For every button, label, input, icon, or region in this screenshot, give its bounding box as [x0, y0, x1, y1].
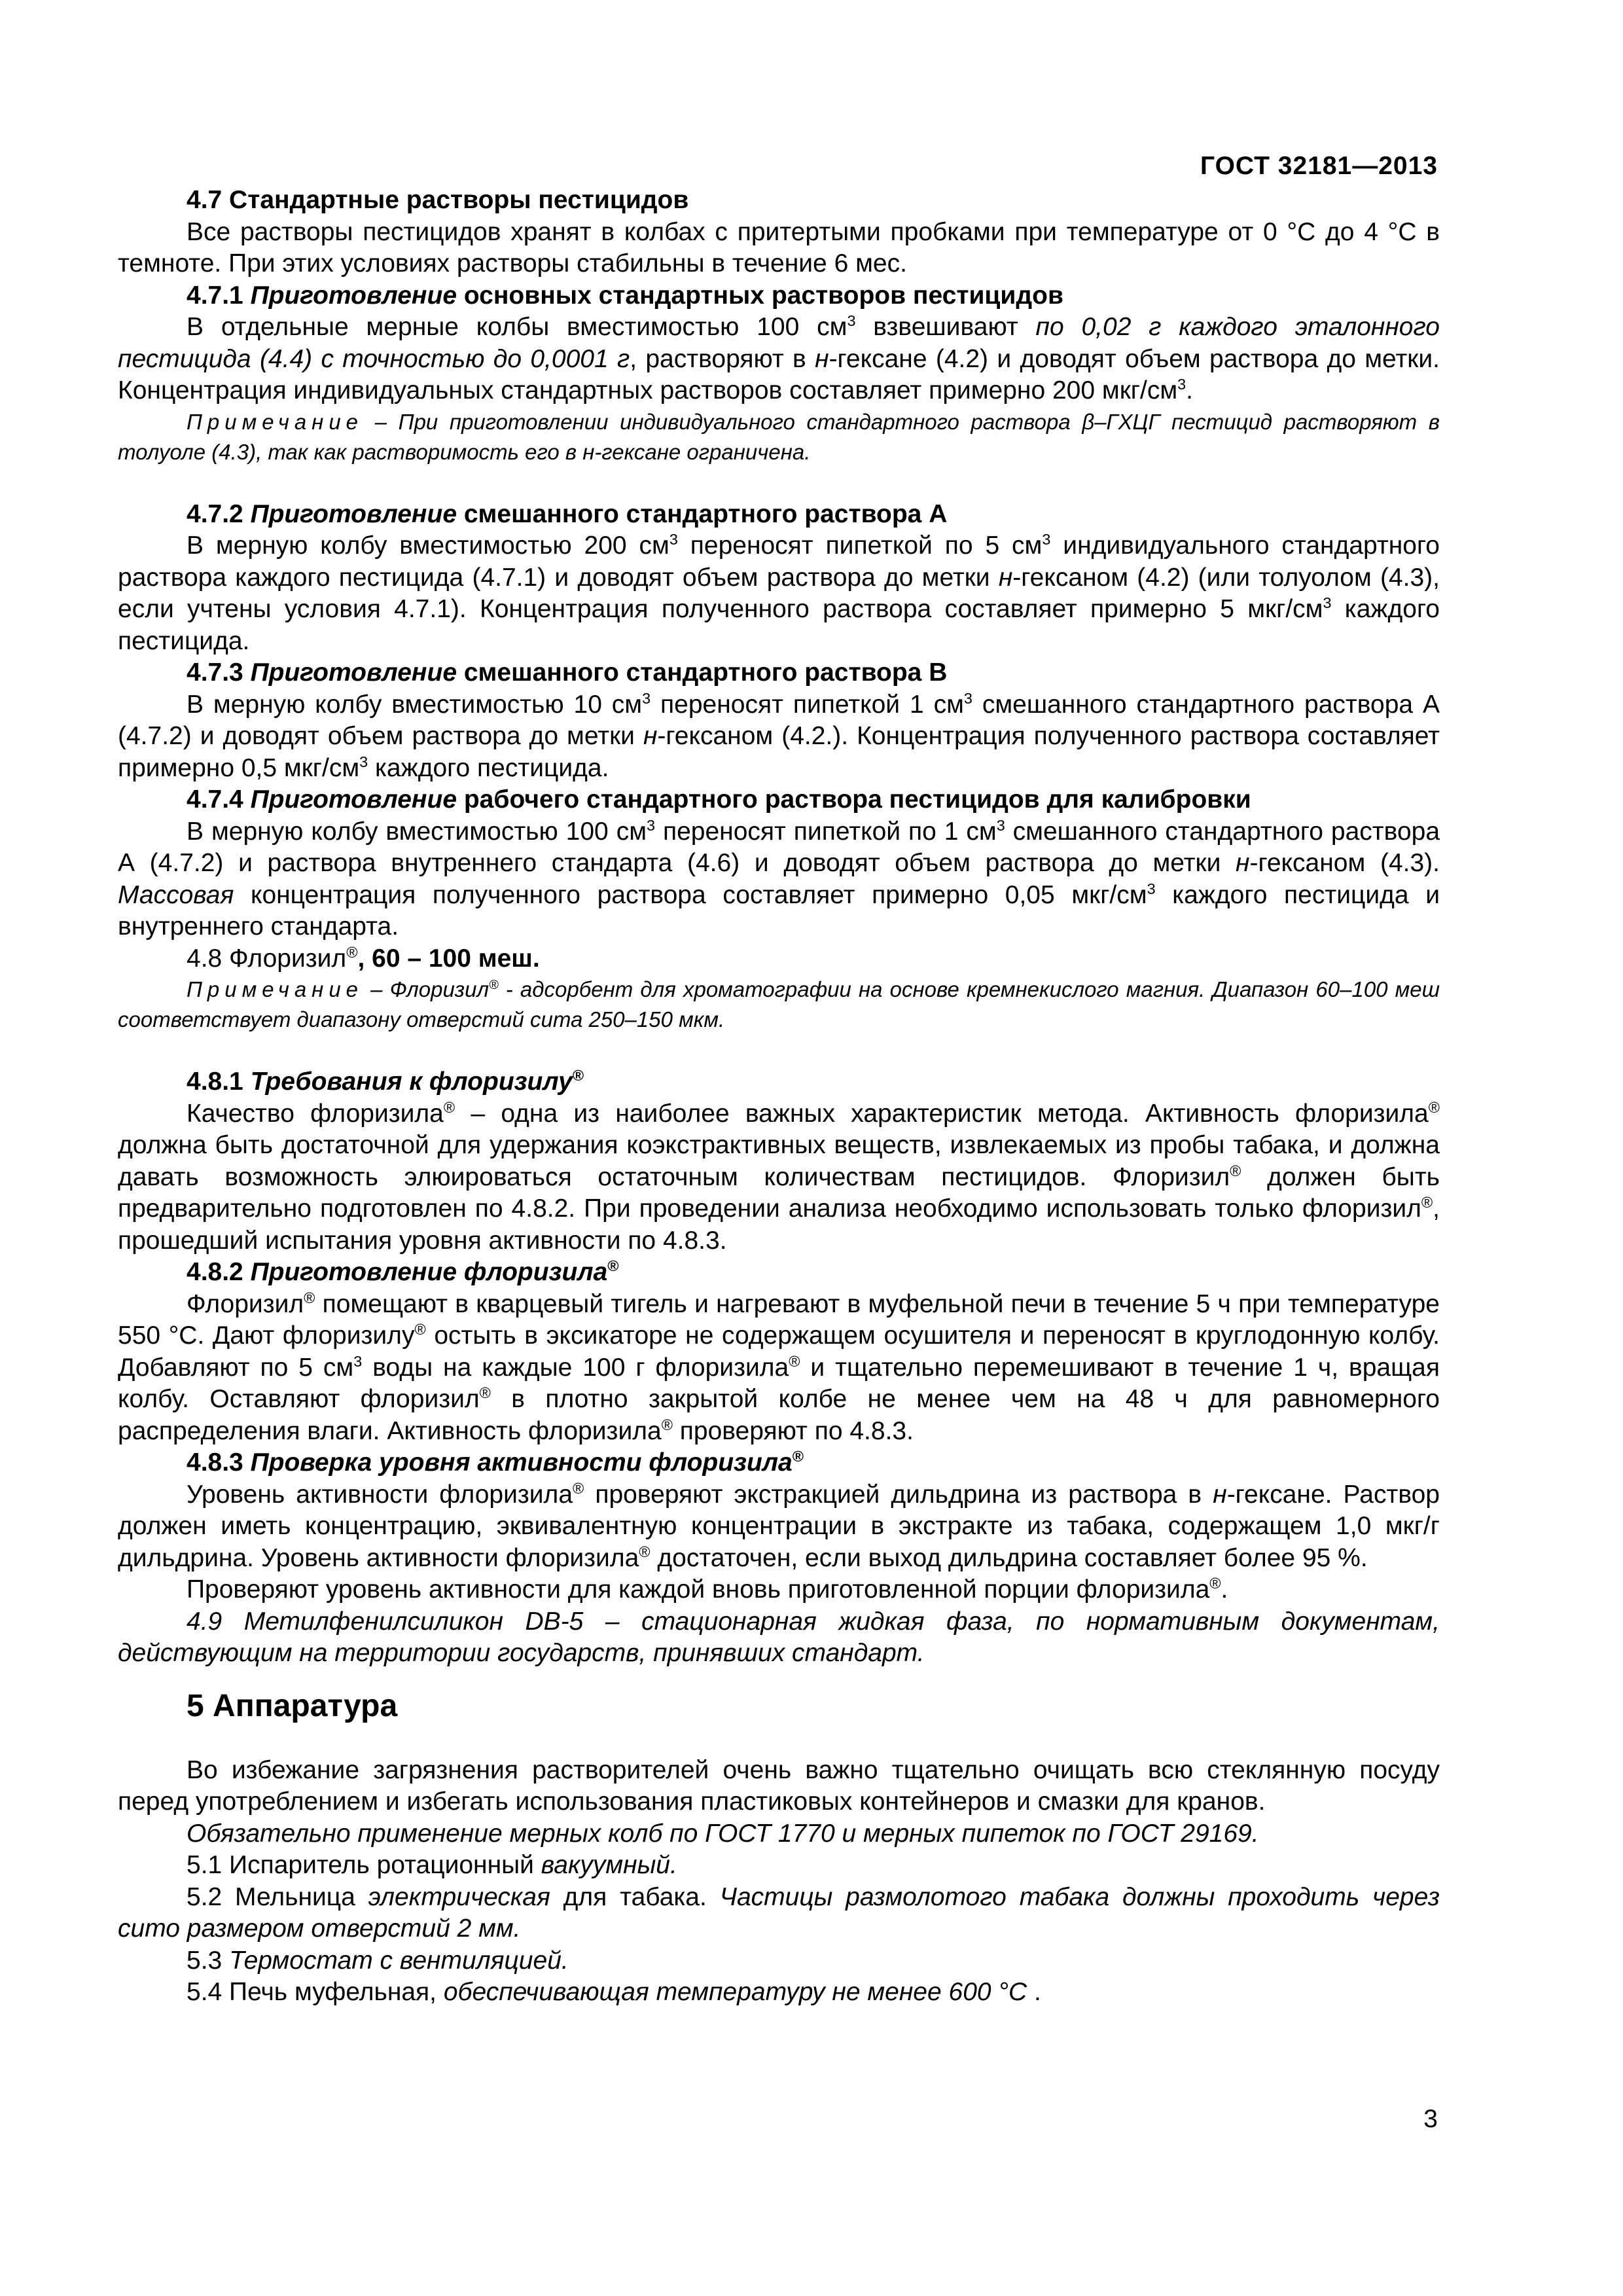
- para-4-8-3: Уровень активности флоризила® проверяют экстракцией дильдрина из раствора в н-гексане. Раствор должен иметь концентрацию, эквивалентную концентрации в экстракте из табака, содержащем 1,0 мкг/г дильдрина. Уровень активности флоризила® достаточен, если выход дильдрина составляет более 95 %.: [118, 1479, 1440, 1572]
- heading-4-7-2: 4.7.2 Приготовление смешанного стандартного раствора А: [187, 499, 948, 528]
- item-5-4: 5.4 Печь муфельная, обеспечивающая температуру не менее 600 °С .: [187, 1978, 1041, 2006]
- para-4-7-3: В мерную колбу вместимостью 10 $см^3$ переносят пипеткой 1 $см^3$ смешанного стандартного раствора А (4.7.2) и доводят объем раствора до метки н-гексаном (4.2.). Концентрация полученного раствора составляет примерно 0,5 мкг/$см^3$ каждого пестицида.: [118, 689, 1440, 782]
- note-4-7-1: Примечание – При приготовлении индивидуального стандартного раствора β–ГХЦГ пестицид растворяют в толуоле (4.3), так как растворимость его в н-гексане ограничена.: [118, 409, 1440, 464]
- heading-4-8-3: 4.8.3 Проверка уровня активности флоризила®: [187, 1448, 804, 1477]
- standard-header: ГОСТ 32181—2013: [1200, 152, 1438, 180]
- para-4-7-4: В мерную колбу вместимостью 100 $см^3$ переносят пипеткой по 1 $см^3$ смешанного стандартного раствора А (4.7.2) и раствора внутреннего стандарта (4.6) и доводят объем раствора до метки н-гексаном (4.3). Массовая концентрация полученного раствора составляет примерно 0,05 мкг/$см^3$ каждого пестицида и внутреннего стандарта.: [118, 816, 1440, 941]
- note-4-8: Примечание – Флоризил® - адсорбент для хроматографии на основе кремнекислого магния. Диапазон 60–100 меш соответствует диапазону отверстий сита 250–150 мкм.: [118, 977, 1440, 1031]
- heading-4-8-1: 4.8.1 Требования к флоризилу®: [187, 1067, 584, 1096]
- item-5-1: 5.1 Испаритель ротационный вакуумный.: [187, 1851, 677, 1879]
- item-5-2: 5.2 Мельница электрическая для табака. Частицы размолотого табака должны проходить через сито размером отверстий 2 мм.: [118, 1882, 1440, 1943]
- item-5-3: 5.3 Термостат с вентиляцией.: [187, 1946, 569, 1975]
- para-4-8: 4.8 Флоризил®, 60 – 100 меш.: [187, 943, 540, 973]
- para-4-8-1: Качество флоризила® – одна из наиболее важных характеристик метода. Активность флоризила® должна быть достаточной для удержания коэкстрактивных веществ, извлекаемых из пробы табака, и должна давать возможность элюироваться остаточным количествам пестицидов. Флоризил® должен быть предварительно подготовлен по 4.8.2. При проведении анализа необходимо использовать только флоризил®, прошедший испытания уровня активности по 4.8.3.: [118, 1098, 1440, 1255]
- para-4-7: Все растворы пестицидов хранят в колбах с притертыми пробками при температуре от 0 °С до 4 °С в темноте. При этих условиях растворы стабильны в течение 6 мес.: [118, 217, 1440, 278]
- para-4-8-3-b: Проверяют уровень активности для каждой вновь приготовленной порции флоризила®.: [187, 1575, 1228, 1604]
- para-4-9: 4.9 Метилфенилсиликон DB-5 – стационарная жидкая фаза, по нормативным документам, действующим на территории государств, принявших стандарт.: [118, 1607, 1440, 1667]
- heading-4-7-4: 4.7.4 Приготовление рабочего стандартного раствора пестицидов для калибровки: [187, 785, 1251, 814]
- heading-4-7-1: 4.7.1 Приготовление основных стандартных растворов пестицидов: [187, 281, 1063, 310]
- para-5-intro: Во избежание загрязнения растворителей очень важно тщательно очищать всю стеклянную посуду перед употреблением и избегать использования пластиковых контейнеров и смазки для кранов.: [118, 1755, 1440, 1816]
- para-4-7-2: В мерную колбу вместимостью 200 $см^3$ переносят пипеткой по 5 $см^3$ индивидуального стандартного раствора каждого пестицида (4.7.1) и доводят объем раствора до метки н-гексаном (4.2) (или толуолом (4.3), если учтены условия 4.7.1). Концентрация полученного раствора составляет примерно 5 мкг/$см^3$ каждого пестицида.: [118, 531, 1440, 655]
- heading-4-7-3: 4.7.3 Приготовление смешанного стандартного раствора В: [187, 658, 948, 687]
- para-4-8-2: Флоризил® помещают в кварцевый тигель и нагревают в муфельной печи в течение 5 ч при температуре 550 °С. Дают флоризилу® остыть в эксикаторе не содержащем осушителя и переносят в круглодонную колбу. Добавляют по 5 $см^3$ воды на каждые 100 г флоризила® и тщательно перемешивают в течение 1 ч, вращая колбу. Оставляют флоризил® в плотно закрытой колбе не менее чем на 48 ч для равномерного распределения влаги. Активность флоризила® проверяют по 4.8.3.: [118, 1289, 1440, 1445]
- page-content: [118, 185, 1440, 2009]
- para-5-glassware: Обязательно применение мерных колб по ГОСТ 1770 и мерных пипеток по ГОСТ 29169.: [187, 1819, 1259, 1848]
- heading-4-8-2: 4.8.2 Приготовление флоризила®: [187, 1257, 619, 1286]
- para-4-7-1: В отдельные мерные колбы вместимостью 100 $см^3$ взвешивают по 0,02 г каждого эталонного пестицида (4.4) с точностью до 0,0001 г, растворяют в н-гексане (4.2) и доводят объем раствора до метки. Концентрация индивидуальных стандартных растворов составляет примерно 200 мкг/$см^3$.: [118, 312, 1440, 404]
- heading-4-7: 4.7 Стандартные растворы пестицидов: [187, 186, 689, 214]
- page-number: 3: [1423, 2105, 1438, 2133]
- section-5-title: 5 Аппаратура: [187, 1688, 398, 1723]
